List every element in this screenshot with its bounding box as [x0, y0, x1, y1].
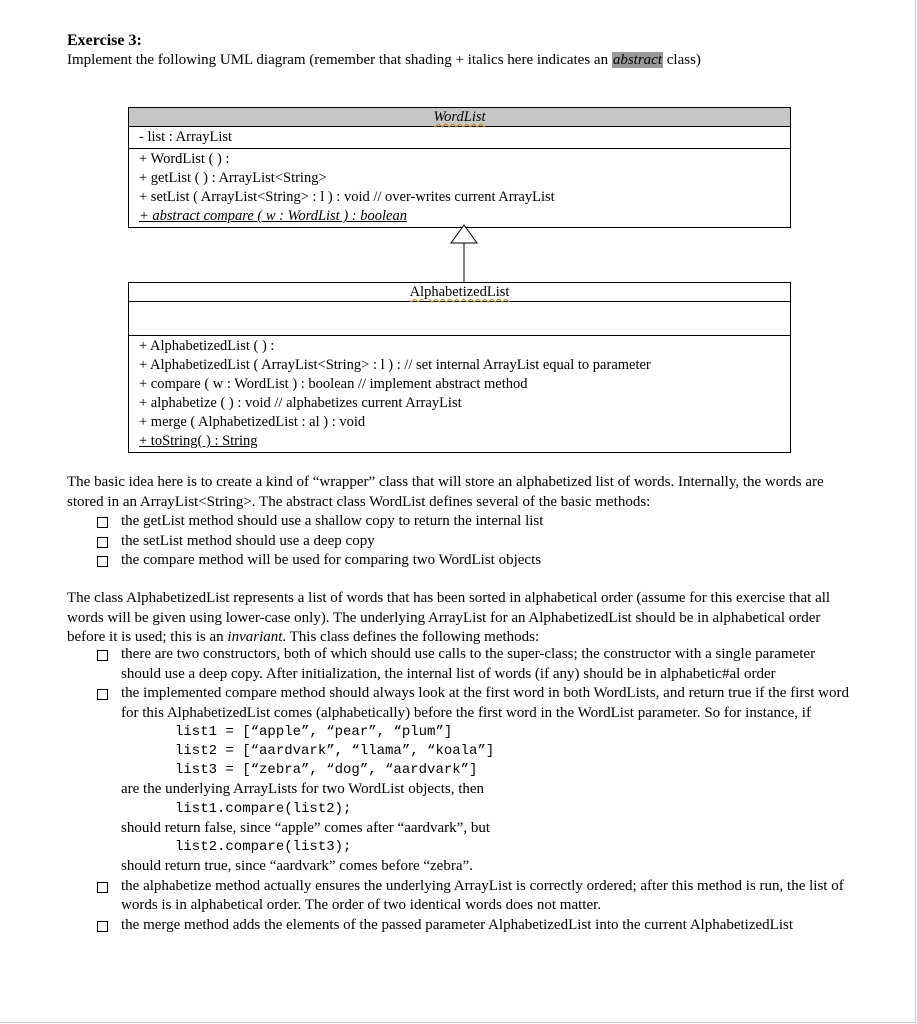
- bullet-text: are the underlying ArrayLists for two WordList objects, then: [121, 781, 485, 797]
- code-line: list1.compare(list2);: [175, 800, 352, 817]
- wordlist-method: + getList ( ) : ArrayList<String>: [139, 170, 327, 186]
- alphalist-method: + alphabetize ( ) : void // alphabetizes current ArrayList: [139, 395, 462, 411]
- bullet-item: the getList method should use a shallow copy to return the internal list: [97, 512, 857, 532]
- checkbox-bullet-icon: [97, 882, 108, 893]
- bullet-text: should return true, since “aardvark” comes before “zebra”.: [121, 858, 473, 874]
- code-line: list3 = [“zebra”, “dog”, “aardvark”]: [175, 762, 478, 778]
- alphalist-method: + compare ( w : WordList ) : boolean // implement abstract method: [139, 376, 528, 392]
- wordlist-fields: [129, 127, 790, 149]
- bullet-item: the merge method adds the elements of the passed parameter AlphabetizedList into the current AlphabetizedList: [97, 916, 857, 936]
- wordlist-methods: [129, 149, 790, 227]
- bullet-item: the compare method will be used for comparing two WordList objects: [97, 551, 857, 571]
- wordlist-method: + setList ( ArrayList<String> : l ) : void // over-writes current ArrayList: [139, 189, 555, 205]
- section2-paragraph: The class AlphabetizedList represents a list of words that has been sorted in alphabetical order (assume for this exercise that all words will be given using lower-case only). The underlying ArrayList for an AlphabetizedList should be in alphabetical order before it is used; this is an invariant. This class defines the following methods:: [67, 590, 831, 645]
- uml-class-alphabetizedlist: [128, 282, 791, 453]
- alphalist-fields: [129, 302, 790, 336]
- inheritance-arrow: [444, 224, 484, 284]
- checkbox-bullet-icon: [97, 650, 108, 661]
- checkbox-bullet-icon: [97, 556, 108, 567]
- checkbox-bullet-icon: [97, 689, 108, 700]
- code-line: list1 = [“apple”, “pear”, “plum”]: [175, 724, 453, 740]
- intro-text-a: Implement the following UML diagram (remember that shading + italics here indicates an: [67, 52, 612, 68]
- alphalist-methods: [129, 336, 790, 452]
- section2-bullet-list: [97, 645, 857, 935]
- code-line: list2 = [“aardvark”, “llama”, “koala”]: [175, 743, 495, 759]
- bullet-item: the setList method should use a deep copy: [97, 532, 857, 552]
- intro-text-b: class): [663, 52, 701, 68]
- alphalist-method: + toString( ) : String: [139, 433, 258, 449]
- alphalist-method: + AlphabetizedList ( ) :: [139, 338, 275, 354]
- bullet-text: should return false, since “apple” comes after “aardvark”, but: [121, 819, 490, 836]
- alphalist-class-name: AlphabetizedList: [129, 283, 790, 302]
- alphalist-method: + merge ( AlphabetizedList : al ) : void: [139, 414, 366, 430]
- bullet-item: the alphabetize method actually ensures the underlying ArrayList is correctly ordered; after this method is run, the list of words is in alphabetical order. The order of two identical words does not matter.: [97, 877, 857, 916]
- wordlist-method-abstract: + abstract compare ( w : WordList ) : boolean: [139, 208, 407, 224]
- section1-paragraph: The basic idea here is to create a kind of “wrapper” class that will store an alphabetized list of words. Internally, the words are stored in an ArrayList<String>. The abstract class WordList defines several of the basic methods:: [67, 474, 824, 510]
- inheritance-arrowhead: [451, 225, 477, 243]
- invariant-term: invariant: [227, 629, 283, 645]
- checkbox-bullet-icon: [97, 517, 108, 528]
- uml-class-wordlist: [128, 107, 791, 228]
- abstract-highlight: abstract: [612, 52, 662, 68]
- bullet-item: there are two constructors, both of which should use calls to the super-class; the constructor with a single parameter should use a deep copy. After initialization, the internal list of words (if any) should be in alphabetic#al order: [97, 645, 857, 684]
- wordlist-class-name: WordList: [129, 108, 790, 127]
- checkbox-bullet-icon: [97, 537, 108, 548]
- bullet-item: the implemented compare method should always look at the first word in both WordLists, and return true if the first word for this AlphabetizedList comes (alphabetically) before the first word in the WordList parameter. So for instance, if list1 = [“apple”, “pear”, “plum”] list2 = [“aardvark”, “llama”, “koala”] list3 = [“zebra”, “dog”, “aardvark”] are the underlying ArrayLists for two WordList objects, then list1.compare(list2); should return false, since “apple” comes after “aardvark”, but list2.compare(list3); should return true, since “aardvark” comes before “zebra”.: [97, 684, 857, 877]
- section1-bullet-list: [97, 512, 857, 571]
- exercise-intro: [67, 52, 701, 69]
- alphalist-method: + AlphabetizedList ( ArrayList<String> : l ) : // set internal ArrayList equal to parameter: [139, 357, 651, 373]
- wordlist-field: - list : ArrayList: [139, 129, 233, 145]
- exercise-title: Exercise 3:: [67, 32, 142, 49]
- checkbox-bullet-icon: [97, 921, 108, 932]
- wordlist-method: + WordList ( ) :: [139, 151, 230, 167]
- code-line: list2.compare(list3);: [175, 839, 352, 855]
